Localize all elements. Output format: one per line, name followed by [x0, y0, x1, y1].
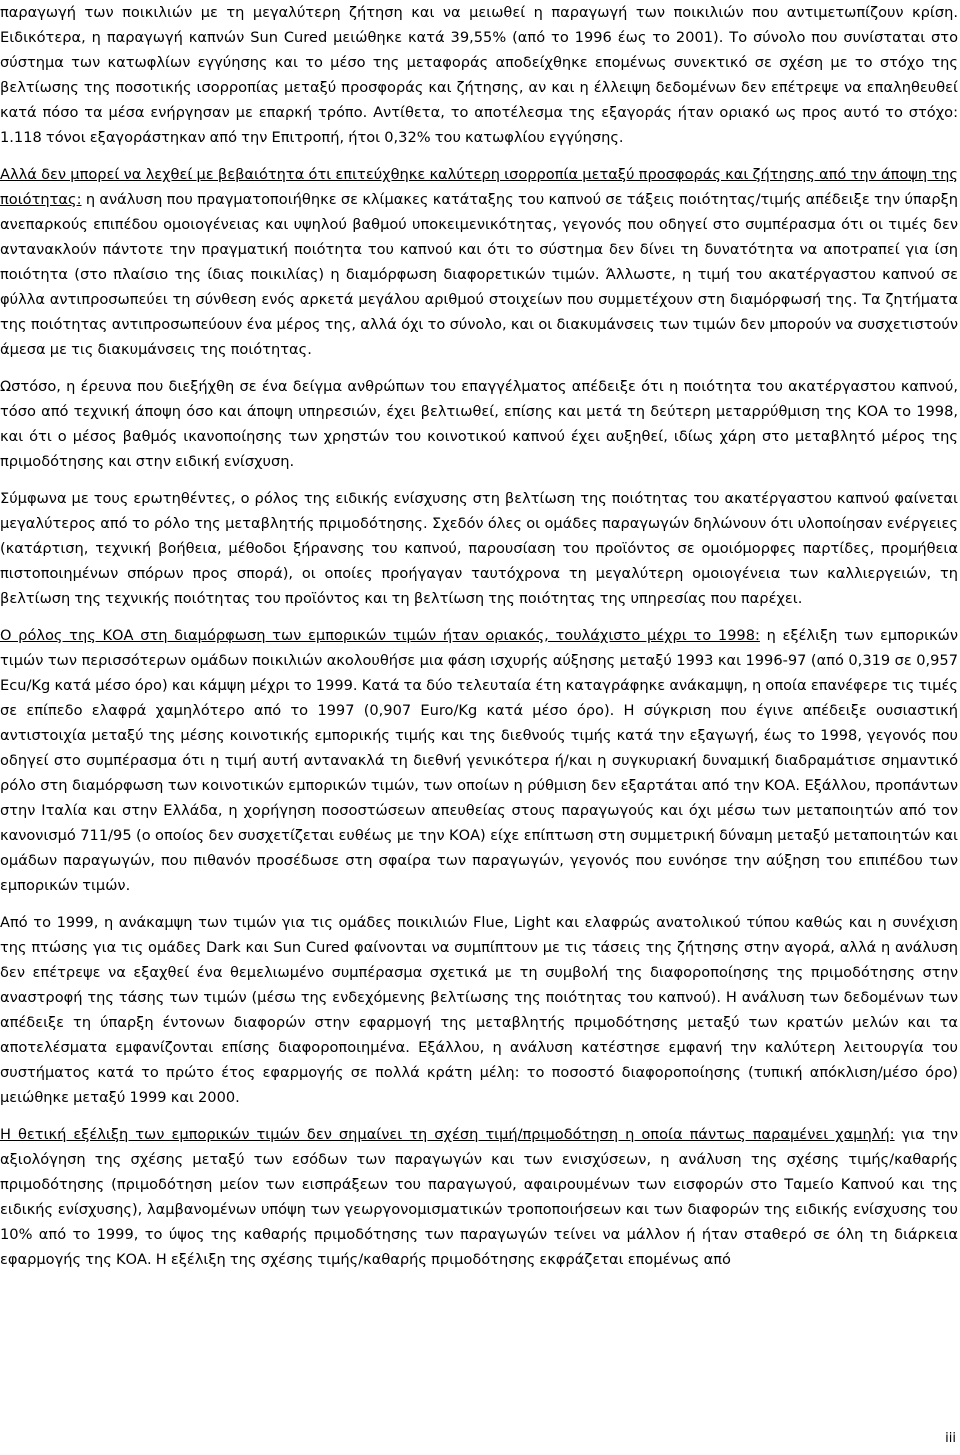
- paragraph-5-underlined: Ο ρόλος της ΚΟΑ στη διαμόρφωση των εμπορικών τιμών ήταν οριακός, τουλάχιστο μέχρι το 1998:: [0, 627, 760, 644]
- paragraph-2: [0, 162, 958, 362]
- paragraph-2-text: η ανάλυση που πραγματοποιήθηκε σε κλίμακες κατάταξης του καπνού σε τάξεις ποιότητας/τιμής απέδειξε την ύπαρξη ανεπαρκούς επιπέδου ομοιογένειας και υψηλού βαθμού υποκειμενικότητας, γεγονός που οδηγεί στο συμπέρασμα ότι οι τιμές δεν αντανακλούν πάντοτε την πραγματική ποιότητα του καπνού και ότι το σύστημα δεν δίνει τη δυνατότητα να αποτραπεί για ίση ποιότητα (στο πλαίσιο της ίδιας ποικιλίας) η διαμόρφωση διαφορετικών τιμών. Άλλωστε, η τιμή του ακατέργαστου καπνού σε φύλλα αντιπροσωπεύει τη σύνθεση ενός αρκετά μεγάλου αριθμού στοιχείων που συμμετέχουν στη διαμόρφωσή της. Τα ζητήματα της ποιότητας αντιπροσωπεύουν ένα μέρος της, αλλά όχι το σύνολο, και οι διακυμάνσεις των τιμών δεν μπορούν να συσχετιστούν άμεσα με τις διακυμάνσεις της ποιότητας.: [0, 191, 958, 358]
- paragraph-3-text: Ωστόσο, η έρευνα που διεξήχθη σε ένα δείγμα ανθρώπων του επαγγέλματος απέδειξε ότι η ποιότητα του ακατέργαστου καπνού, τόσο από τεχνική άποψη όσο και άποψη υπηρεσιών, έχει βελτιωθεί, επίσης και μετά τη δεύτερη μεταρρύθμιση της ΚΟΑ το 1998, και ότι ο μέσος βαθμός ικανοποίησης των χρηστών του κοινοτικού καπνού έχει αυξηθεί, ιδίως χάρη στο μεταβλητό μέρος της πριμοδότησης και στην ειδική ενίσχυση.: [0, 378, 958, 470]
- page-number: iii: [945, 1431, 956, 1446]
- paragraph-6: [0, 910, 958, 1110]
- paragraph-7-underlined: Η θετική εξέλιξη των εμπορικών τιμών δεν σημαίνει τη σχέση τιμή/πριμοδότηση η οποία πάντως παραμένει χαμηλή:: [0, 1126, 895, 1143]
- paragraph-2-underlined: Αλλά δεν μπορεί να λεχθεί με βεβαιότητα ότι επιτεύχθηκε καλύτερη ισορροπία μεταξύ προσφοράς και ζήτησης από την άποψη της ποιότητας:: [0, 166, 958, 208]
- paragraph-6-text: Από το 1999, η ανάκαμψη των τιμών για τις ομάδες ποικιλιών Flue, Light και ελαφρώς ανατολικού τύπου καθώς και η συνέχιση της πτώσης για τις ομάδες Dark και Sun Cured φαίνονται να συμπίπτουν με τις τάσεις της ζήτησης στην αγορά, αλλά η ανάλυση δεν επέτρεψε να εξαχθεί ένα θεμελιωμένο συμπέρασμα σχετικά με τη συμβολή της διαφοροποίησης της πριμοδότησης στην αναστροφή της τάσης των τιμών (μέσω της ενδεχόμενης βελτίωσης της ποιότητας του καπνού). Η ανάλυση των δεδομένων των απέδειξε τη ύπαρξη έντονων διαφορών στην εφαρμογή της μεταβλητής πριμοδότησης μεταξύ των κρατών μελών και τα αποτελέσματα εμφανίζονται επίσης διαφοροποιημένα. Εξάλλου, η ανάλυση κατέστησε εμφανή την καλύτερη λειτουργία του συστήματος κατά το πρώτο έτος εφαρμογής σε πολλά κράτη μέλη: το ποσοστό διαφοροποίησης (τυπική απόκλιση/μέσο όρο) μειώθηκε μεταξύ 1999 και 2000.: [0, 914, 958, 1106]
- paragraph-5-text: η εξέλιξη των εμπορικών τιμών των περισσότερων ομάδων ποικιλιών ακολουθήσε μια φάση ισχυρής αύξησης μεταξύ 1993 και 1996-97 (από 0,319 σε 0,957 Ecu/Kg κατά μέσο όρο) και κάμψη μέχρι το 1999. Κατά τα δύο τελευταία έτη καταγράφηκε ανάκαμψη, η οποία επανέφερε τις τιμές σε επίπεδο ελαφρά χαμηλότερο από το 1997 (0,907 Euro/Kg κατά μέσο όρο). Η σύγκριση που έγινε απέδειξε ουσιαστική αντιστοιχία μεταξύ της μέσης κοινοτικής εμπορικής τιμής και της διεθνούς τιμής κατά την εξαγωγή, έως το 1998, γεγονός που οδηγεί στο συμπέρασμα ότι η τιμή αυτή αντανακλά τη διεθνή γενικότερα ή/και η συγκυριακή δυναμική διαδραμάτισε σημαντικό ρόλο στη διαμόρφωση των κοινοτικών εμπορικών τιμών, των οποίων η ρύθμιση δεν εξαρτάται από την ΚΟΑ. Εξάλλου, προπάντων στην Ιταλία και στην Ελλάδα, η χορήγηση ποσοστώσεων απευθείας στους παραγωγούς και όχι μέσω των μεταποιητών από τον κανονισμό 711/95 (ο οποίος δεν συσχετίζεται ευθέως με την ΚΟΑ) είχε επίπτωση στη συμμετρική δύναμη μεταξύ μεταποιητών και ομάδων παραγωγών, που πιθανόν προσέδωσε στη σφαίρα των παραγωγών, γεγονός που ευνόησε την αύξηση του επιπέδου των εμπορικών τιμών.: [0, 627, 959, 894]
- paragraph-3: [0, 374, 958, 474]
- paragraph-4-text: Σύμφωνα με τους ερωτηθέντες, ο ρόλος της ειδικής ενίσχυσης στη βελτίωση της ποιότητας του ακατέργαστου καπνού φαίνεται μεγαλύτερος από το ρόλο της μεταβλητής πριμοδότησης. Σχεδόν όλες οι ομάδες παραγωγών δηλώνουν ότι υλοποίησαν ενέργειες (κατάρτιση, τεχνική βοήθεια, μέθοδοι ξήρανσης του καπνού, παρουσίαση του προϊόντος σε ομοιόμορφες παρτίδες, προμήθεια πιστοποιημένων σπόρων προς σπορά), οι οποίες προήγαγαν ταυτόχρονα τη μεγαλύτερη ομοιογένεια των καλλιεργειών, τη βελτίωση της τεχνικής ποιότητας του προϊόντος και τη βελτίωση της ποιότητας της υπηρεσίας που παρέχει.: [0, 490, 958, 607]
- paragraph-7-text: για την αξιολόγηση της σχέσης μεταξύ των εσόδων των παραγωγών και των ενισχύσεων, η ανάλυση της σχέσης τιμής/καθαρής πριμοδότησης (πριμοδότηση μείον των εισπράξεων του παραγωγού, αφαιρουμένων των εισφορών στο Ταμείο Καπνού και της ειδικής ενίσχυσης), λαμβανομένων υπόψη των γεωργονομισματικών τροποποιήσεων και των διαφορών της ειδικής ενίσχυσης του 10% από το 1999, το ύψος της καθαρής πριμοδότησης των παραγωγών τείνει να μάλλον ή ήταν σταθερό σε όλη τη διάρκεια εφαρμογής της ΚΟΑ. Η εξέλιξη της σχέσης τιμής/καθαρής πριμοδότησης εκφράζεται επομένως από: [0, 1126, 958, 1268]
- paragraph-1: [0, 0, 958, 150]
- paragraph-1-text: παραγωγή των ποικιλιών με τη μεγαλύτερη ζήτηση και να μειωθεί η παραγωγή των ποικιλιών που αντιμετωπίζουν κρίση. Ειδικότερα, η παραγωγή καπνών Sun Cured μειώθηκε κατά 39,55% (από το 1996 έως το 2001). Το σύνολο που συνίσταται στο σύστημα των κατωφλίων εγγύησης και το μέσο της μεταφοράς αποδείχθηκε επομένως συνεκτικό σε σχέση με το στόχο της βελτίωσης της ποσοτικής ισορροπίας μεταξύ προσφοράς και ζήτησης, αν και η έλλειψη δεδομένων δεν επέτρεψε να επαληθευθεί κατά πόσο τα μέσα ενήργησαν με επαρκή τρόπο. Αντίθετα, το αποτέλεσμα της εξαγοράς ήταν οριακό ως προς αυτό το στόχο: 1.118 τόνοι εξαγοράστηκαν από την Επιτροπή, ήτοι 0,32% του κατωφλίου εγγύησης.: [0, 4, 958, 146]
- paragraph-7: [0, 1122, 958, 1272]
- paragraph-4: [0, 486, 958, 611]
- paragraph-5: [0, 623, 958, 898]
